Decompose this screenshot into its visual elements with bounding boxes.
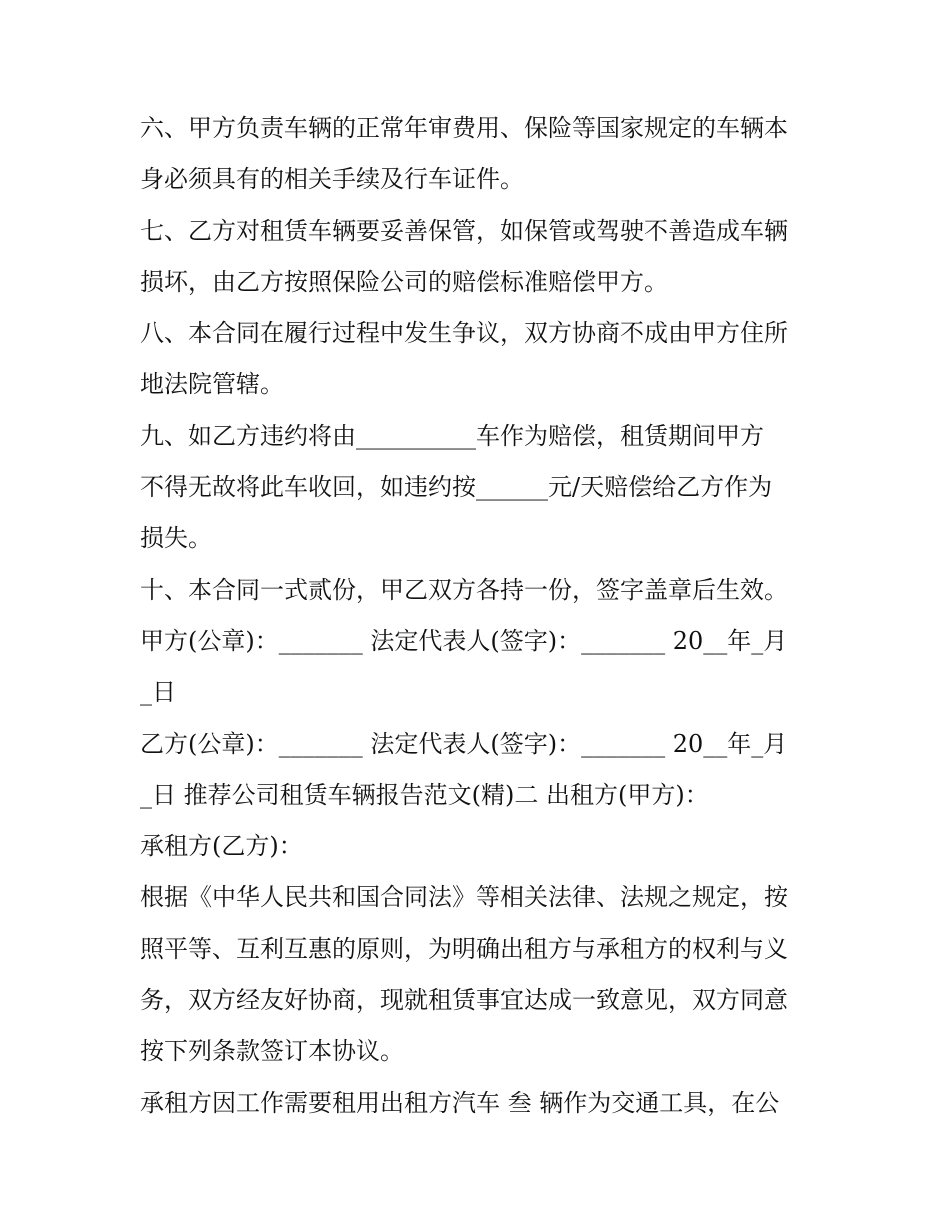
party-a-signature-line: 甲方(公章)：_______ 法定代表人(签字)：_______ 20__年_月: [140, 626, 788, 655]
preamble-line-2: 照平等、互利互惠的原则，为明确出租方与承租方的权利与义: [140, 934, 788, 963]
clause-10-line: 十、本合同一式贰份，甲乙双方各持一份，签字盖章后生效。: [140, 575, 788, 604]
party-a-signature-day: _日: [140, 678, 176, 707]
document-body: [140, 103, 820, 1129]
party-b-signature-day-and-heading: _日 推荐公司租赁车辆报告范文(精)二 出租方(甲方)：: [140, 780, 709, 809]
preamble-line-4: 按下列条款签订本协议。: [140, 1037, 404, 1066]
clause-8-line-2: 地法院管辖。: [140, 370, 284, 399]
lessee-label: 承租方(乙方)：: [140, 832, 303, 861]
clause-7-line-1: 七、乙方对租赁车辆要妥善保管，如保管或驾驶不善造成车辆: [140, 216, 788, 245]
rental-purpose-line: 承租方因工作需要租用出租方汽车 叁 辆作为交通工具，在公: [140, 1088, 780, 1117]
clause-9-line-2: 不得无故将此车收回，如违约按______元/天赔偿给乙方作为: [140, 473, 773, 502]
clause-9-line-3: 损失。: [140, 524, 212, 553]
preamble-line-3: 务，双方经友好协商，现就租赁事宜达成一致意见，双方同意: [140, 986, 788, 1015]
preamble-line-1: 根据《中华人民共和国合同法》等相关法律、法规之规定，按: [140, 883, 788, 912]
clause-7-line-2: 损坏，由乙方按照保险公司的赔偿标准赔偿甲方。: [140, 267, 668, 296]
clause-9-line-1: 九、如乙方违约将由__________车作为赔偿，租赁期间甲方: [140, 421, 764, 450]
clause-6-line-2: 身必须具有的相关手续及行车证件。: [140, 165, 524, 194]
party-b-signature-line: 乙方(公章)：_______ 法定代表人(签字)：_______ 20__年_月: [140, 729, 788, 758]
clause-6-line-1: 六、甲方负责车辆的正常年审费用、保险等国家规定的车辆本: [140, 114, 788, 142]
clause-8-line-1: 八、本合同在履行过程中发生争议，双方协商不成由甲方住所: [140, 319, 788, 348]
